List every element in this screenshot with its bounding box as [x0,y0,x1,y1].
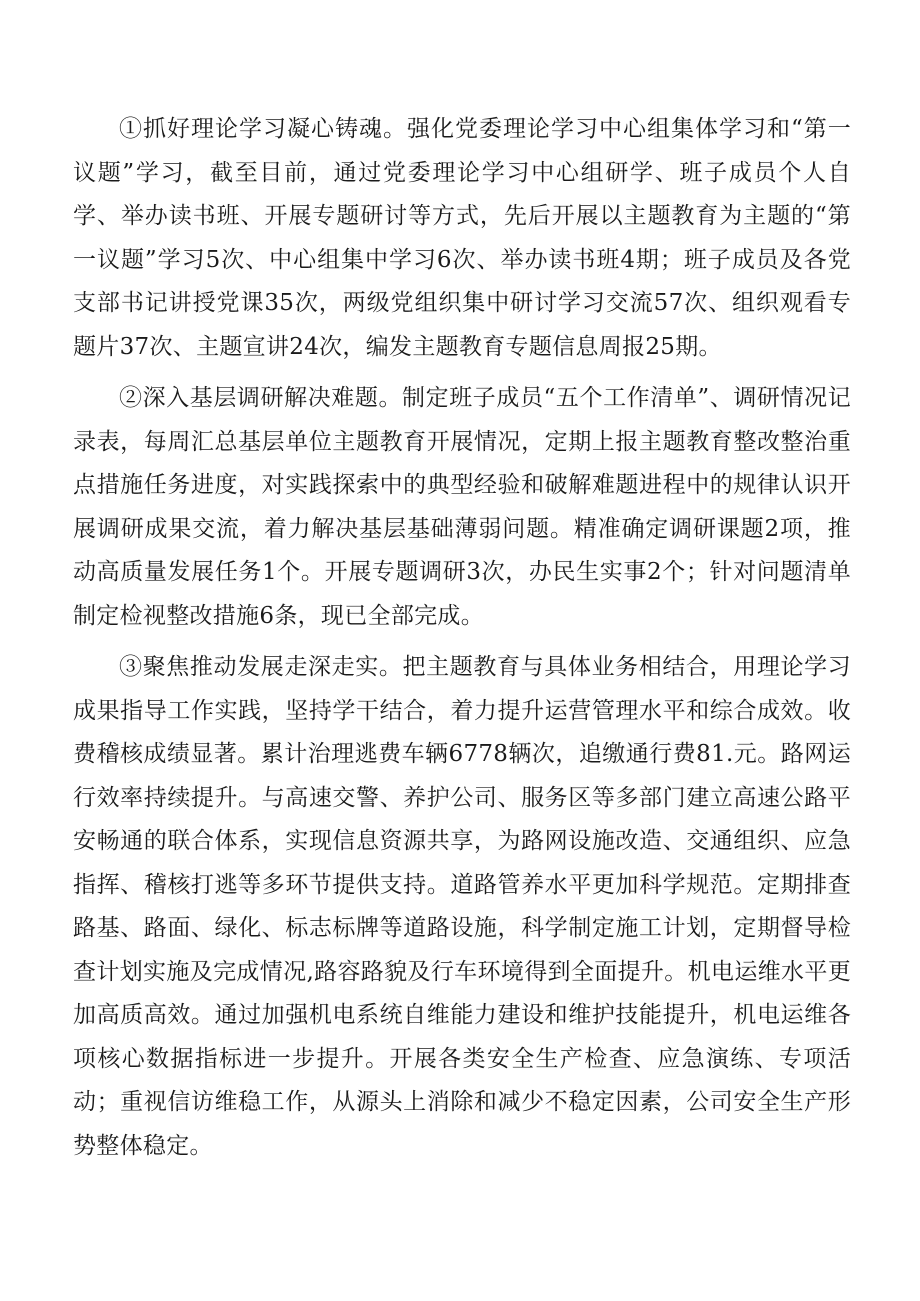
document-body [73,108,851,1176]
paragraph-theory-study: ①抓好理论学习凝心铸魂。强化党委理论学习中心组集体学习和“第一议题”学习，截至目前，通过党委理论学习中心组研学、班子成员个人自学、举办读书班、开展专题研讨等方式，先后开展以主题教育为主题的“第一议题”学习5次、中心组集中学习6次、举办读书班4期；班子成员及各党支部书记讲授党课35次，两级党组织集中研讨学习交流57次、组织观看专题片37次、主题宣讲24次，编发主题教育专题信息周报25期。 [73,116,851,360]
paragraph-development-promotion: ③聚焦推动发展走深走实。把主题教育与具体业务相结合，用理论学习成果指导工作实践，坚持学干结合，着力提升运营管理水平和综合成效。收费稽核成绩显著。累计治理逃费车辆6778辆次，追缴通行费81.元。路网运行效率持续提升。与高速交警、养护公司、服务区等多部门建立高速公路平安畅通的联合体系，实现信息资源共享，为路网设施改造、交通组织、应急指挥、稽核打逃等多环节提供支持。道路管养水平更加科学规范。定期排查路基、路面、绿化、标志标牌等道路设施，科学制定施工计划，定期督导检查计划实施及完成情况,路容路貌及行车环境得到全面提升。机电运维水平更加高质高效。通过加强机电系统自维能力建设和维护技能提升，机电运维各项核心数据指标进一步提升。开展各类安全生产检查、应急演练、专项活动；重视信访维稳工作，从源头上消除和减少不稳定因素，公司安全生产形势整体稳定。 [73,654,851,1159]
paragraph-grassroots-research: ②深入基层调研解决难题。制定班子成员“五个工作清单”、调研情况记录表，每周汇总基层单位主题教育开展情况，定期上报主题教育整改整治重点措施任务进度，对实践探索中的典型经验和破解难题进程中的规律认识开展调研成果交流，着力解决基层基础薄弱问题。精准确定调研课题2项，推动高质量发展任务1个。开展专题调研3次，办民生实事2个；针对问题清单制定检视整改措施6条，现已全部完成。 [73,385,851,629]
